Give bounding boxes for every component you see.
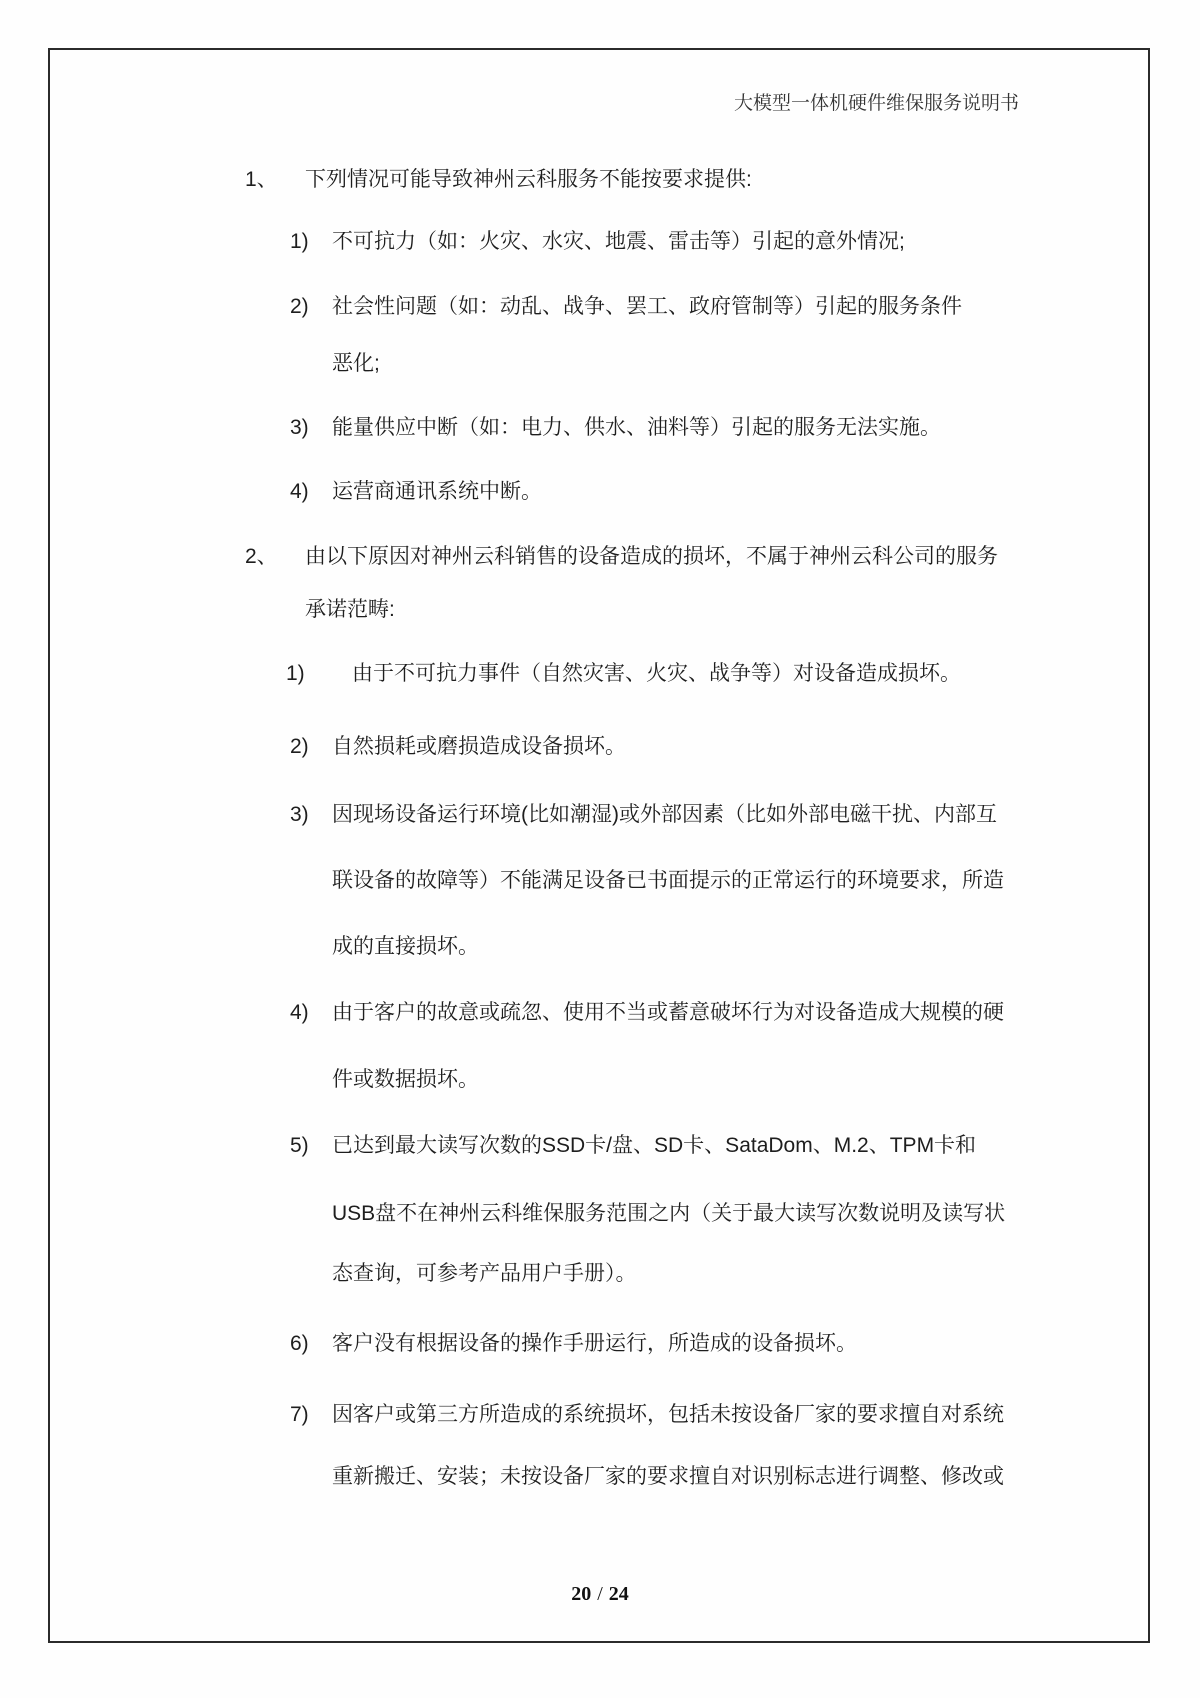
list-item	[290, 1332, 857, 1356]
list-item-number: 3)	[290, 803, 309, 826]
list-item-text: 联设备的故障等）不能满足设备已书面提示的正常运行的环境要求，所造	[332, 869, 1004, 892]
list-item-text: 件或数据损坏。	[332, 1068, 479, 1091]
list-item-text: 社会性问题（如：动乱、战争、罢工、政府管制等）引起的服务条件	[332, 295, 962, 318]
list-item-number: 2、	[245, 545, 278, 568]
list-item-text: 能量供应中断（如：电力、供水、油料等）引起的服务无法实施。	[332, 416, 941, 439]
list-item-continuation	[332, 352, 380, 376]
list-item	[245, 545, 998, 569]
list-item-number: 7)	[290, 1403, 309, 1426]
list-item	[290, 735, 626, 759]
list-item-text: 恶化;	[332, 352, 380, 375]
page-number-total: 24	[608, 1583, 629, 1605]
list-item-text: 已达到最大读写次数的SSD卡/盘、SD卡、SataDom、M.2、TPM卡和	[332, 1134, 977, 1157]
list-item	[290, 230, 905, 254]
list-item-text: 态查询，可参考产品用户手册）。	[332, 1262, 637, 1285]
list-item	[290, 480, 542, 504]
list-item	[245, 168, 752, 192]
list-item-text: 下列情况可能导致神州云科服务不能按要求提供:	[305, 168, 752, 191]
list-item-number: 4)	[290, 1001, 309, 1024]
list-item	[290, 1001, 1004, 1025]
list-item-text: 由以下原因对神州云科销售的设备造成的损坏，不属于神州云科公司的服务	[305, 545, 998, 568]
list-item-continuation	[332, 1465, 1004, 1489]
page-number-current: 20	[571, 1583, 592, 1605]
list-item-text: 自然损耗或磨损造成设备损坏。	[332, 735, 626, 758]
list-item	[286, 662, 961, 686]
page-number	[0, 1583, 1200, 1606]
list-item-continuation	[332, 935, 479, 959]
list-item	[290, 295, 962, 319]
list-item-text: USB盘不在神州云科维保服务范围之内（关于最大读写次数说明及读写状	[332, 1202, 1006, 1225]
list-item-text: 运营商通讯系统中断。	[332, 480, 542, 503]
list-item-continuation	[332, 1068, 479, 1092]
list-item-number: 2)	[290, 735, 309, 758]
list-item	[290, 803, 997, 827]
list-item	[290, 416, 941, 440]
list-item-text: 因现场设备运行环境(比如潮湿)或外部因素（比如外部电磁干扰、内部互	[332, 803, 997, 826]
list-item-number: 6)	[290, 1332, 309, 1355]
list-item	[290, 1403, 1004, 1427]
list-item-continuation	[332, 1202, 1005, 1226]
list-item-text: 客户没有根据设备的操作手册运行，所造成的设备损坏。	[332, 1332, 857, 1355]
list-item-number: 1)	[290, 230, 309, 253]
list-item-number: 1、	[245, 168, 278, 191]
list-item-continuation	[332, 869, 1004, 893]
list-item-number: 5)	[290, 1134, 309, 1157]
list-item-text: 承诺范畴:	[305, 598, 395, 621]
list-item-number: 1)	[286, 662, 305, 685]
list-item-text: 由于不可抗力事件（自然灾害、火灾、战争等）对设备造成损坏。	[352, 662, 961, 685]
list-item-text: 不可抗力（如：火灾、水灾、地震、雷击等）引起的意外情况;	[332, 230, 905, 253]
list-item-continuation	[305, 598, 395, 622]
list-item	[290, 1134, 976, 1158]
list-item-number: 2)	[290, 295, 309, 318]
list-item-continuation	[332, 1262, 637, 1286]
list-item-number: 4)	[290, 480, 309, 503]
list-item-number: 3)	[290, 416, 309, 439]
list-item-text: 成的直接损坏。	[332, 935, 479, 958]
page-header-title: 大模型一体机硬件维保服务说明书	[733, 93, 1019, 114]
list-item-text: 重新搬迁、安装；未按设备厂家的要求擅自对识别标志进行调整、修改或	[332, 1465, 1004, 1488]
page-number-separator: /	[597, 1583, 603, 1605]
list-item-text: 因客户或第三方所造成的系统损坏，包括未按设备厂家的要求擅自对系统	[332, 1403, 1004, 1426]
list-item-text: 由于客户的故意或疏忽、使用不当或蓄意破坏行为对设备造成大规模的硬	[332, 1001, 1004, 1024]
